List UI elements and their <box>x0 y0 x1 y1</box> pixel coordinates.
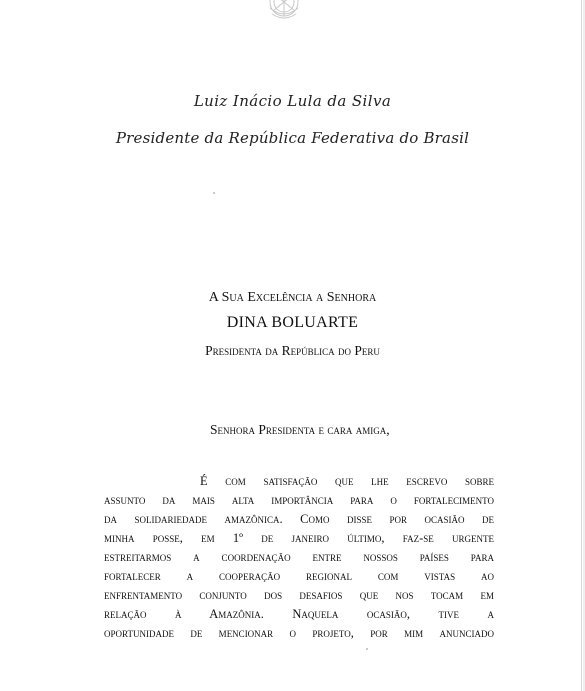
letterhead-name: Luiz Inácio Lula da Silva <box>193 92 392 110</box>
body-line: estreitarmos a coordenação entre nossos países para <box>104 550 494 564</box>
address-recipient-title: Presidenta da República do Peru <box>205 343 380 358</box>
letterhead-title: Presidente da República Federativa do Brasil <box>115 129 470 147</box>
body-line: É com satisfação que lhe escrevo sobre <box>200 474 494 488</box>
body-line: enfrentamento conjunto dos desafios que nos tocam em <box>104 588 494 602</box>
page-edge <box>581 0 582 691</box>
body-line: relação à Amazônia. Naquela ocasião, tive a <box>104 607 494 621</box>
body-line: oportunidade de mencionar o projeto, por mim anunciado <box>104 626 494 640</box>
greeting: Senhora Presidenta e cara amiga, <box>210 422 390 437</box>
paper-speck <box>213 192 215 194</box>
letter-body <box>104 472 494 643</box>
address-salutation: A Sua Excelência a Senhora <box>208 290 377 305</box>
body-line: da solidariedade amazônica. Como disse por ocasião de <box>104 512 494 526</box>
coat-of-arms-icon <box>262 0 306 22</box>
body-line: assunto da mais alta importância para o fortalecimento <box>104 493 494 507</box>
body-line: fortalecer a cooperação regional com vistas ao <box>104 569 494 583</box>
paper-speck <box>366 648 368 650</box>
address-recipient-name: DINA BOLUARTE <box>226 314 359 331</box>
body-line: minha posse, em 1º de janeiro último, faz-se urgente <box>104 531 494 545</box>
